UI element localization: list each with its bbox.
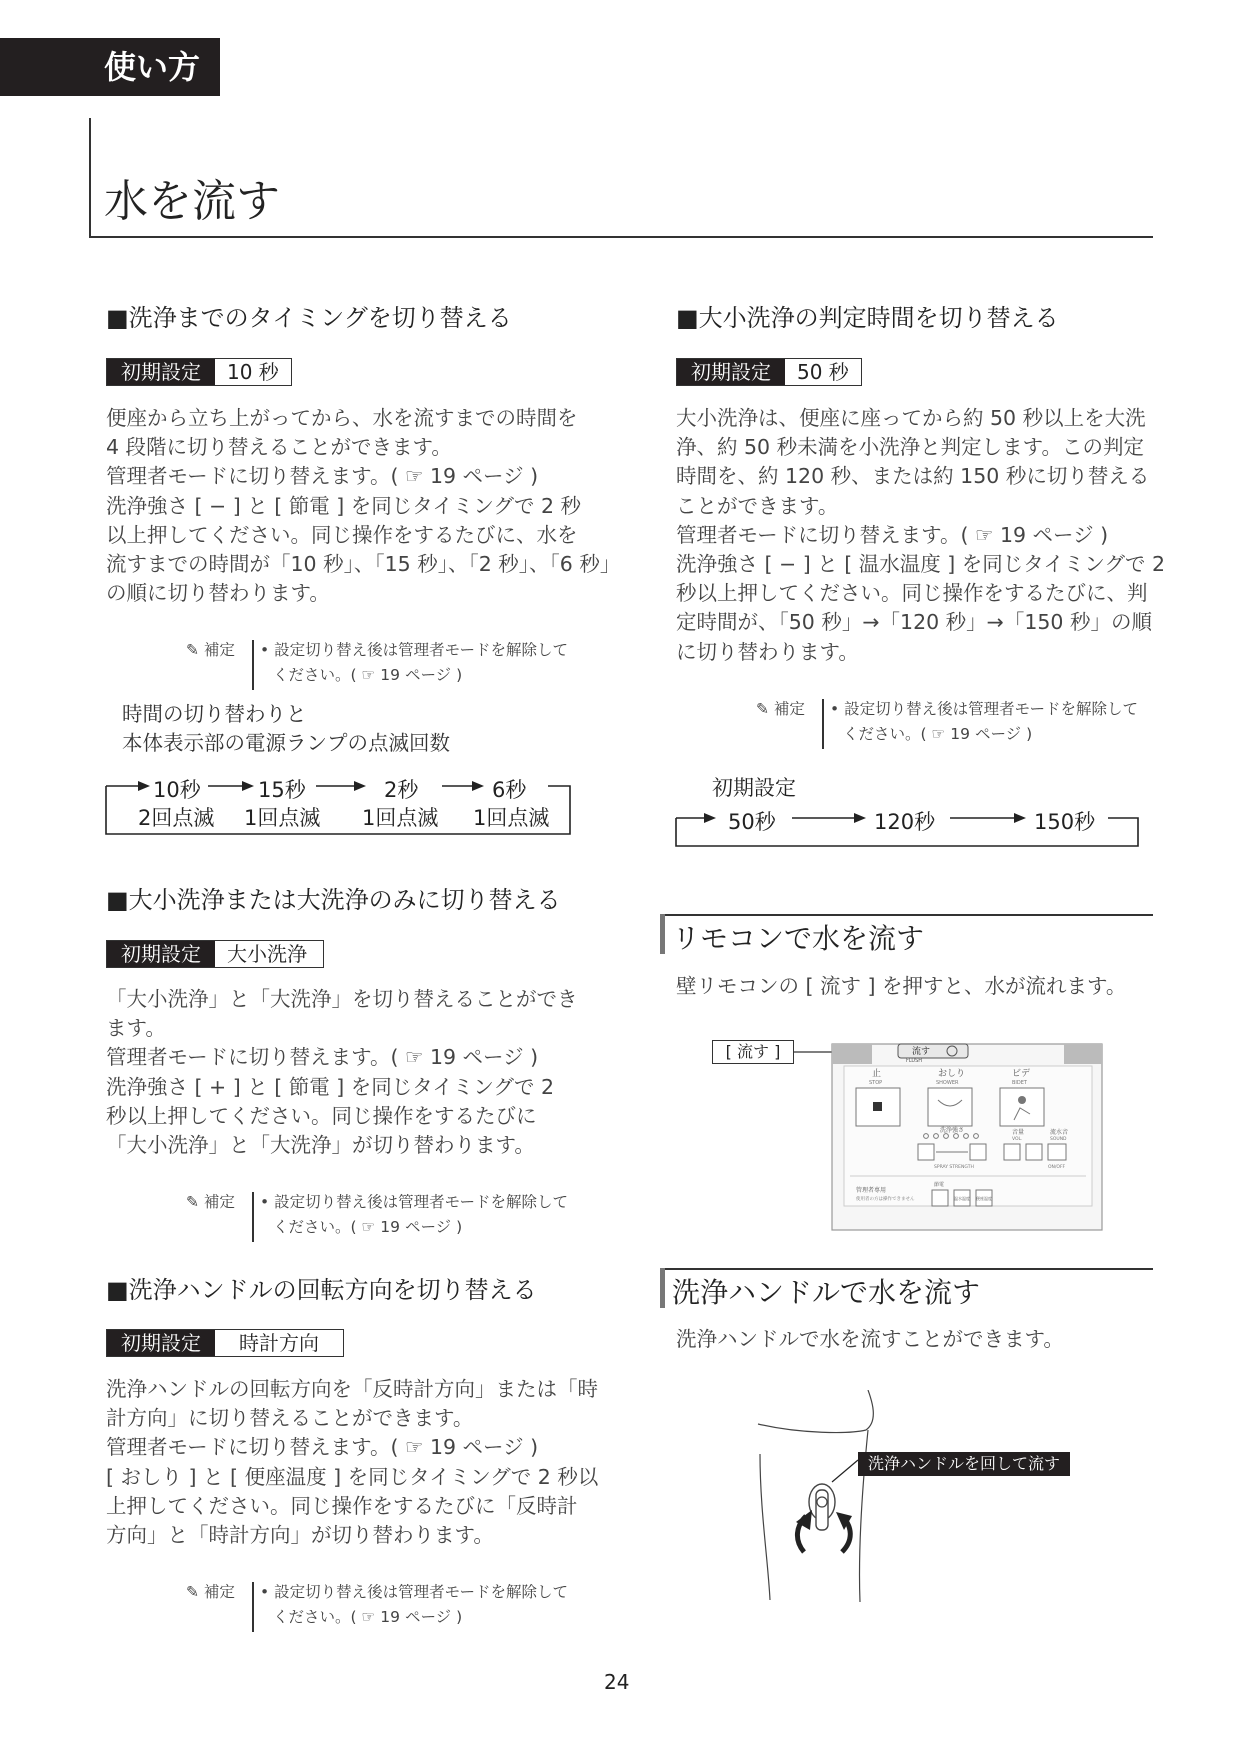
flow-blink: 1回点滅 [244,806,321,830]
badge-label: 初期設定 [677,359,785,385]
pencil-icon: ✎ [186,1193,204,1211]
badge-value: 50 秒 [797,360,849,384]
timing-note [186,638,568,690]
note-label: ✎ 補定 [186,1583,235,1601]
note-line: • 設定切り替え後は管理者モードを解除して [260,1583,568,1601]
judge-default-badge [676,358,862,386]
badge-value: 時計方向 [239,1331,319,1355]
panel-vol-sub: VOL. [1012,1137,1023,1142]
body-line: 上押してください。同じ操作をするたびに「反時計 [106,1493,578,1518]
body-line: [ おしり ] と [ 便座温度 ] を同じタイミングで 2 秒以 [106,1464,599,1489]
note-divider [252,1582,254,1632]
body-line: 洗浄ハンドルの回転方向を「反時計方向」または「時 [106,1377,598,1401]
handle-dir-note [186,1580,568,1632]
mode-default-badge [106,940,324,968]
badge-label: 初期設定 [107,359,215,385]
page-number: 24 [604,1670,630,1694]
body-line: 計方向」に切り替えることができます。 [106,1406,474,1431]
note-divider [252,1192,254,1242]
note-label: ✎ 補定 [756,700,805,718]
flow-blink: 1回点滅 [473,806,550,830]
body-line: 「大小洗浄」と「大洗浄」を切り替えることができ [106,987,578,1011]
body-line: 4 段階に切り替えることができます。 [106,435,452,460]
note-line: • 設定切り替え後は管理者モードを解除して [830,700,1138,718]
panel-bidet-sub: BIDET [1012,1080,1027,1086]
body-line: 大小洗浄は、便座に座ってから約 50 秒以上を大洗 [676,406,1146,430]
remote-heading-rule [660,914,1153,916]
judge-flow-label: 初期設定 [712,776,796,800]
flow-time: 10秒 [153,778,201,802]
judge-heading: ■大小洗浄の判定時間を切り替える [676,304,1059,332]
mode-body [106,985,578,1160]
panel-sound-label: 流水音 [1050,1129,1069,1136]
panel-flush-sub: FLUSH [906,1058,923,1064]
body-line: 洗浄強さ [ − ] と [ 温水温度 ] を同じタイミングで 2 [676,552,1166,577]
note-line: ください。( ☞ 19 ページ ) [273,1218,463,1236]
note-line: ください。( ☞ 19 ページ ) [273,1608,463,1626]
body-line: に切り替わります。 [676,639,859,664]
body-line: 管理者モードに切り替えます。( ☞ 19 ページ ) [106,1045,539,1070]
body-line: ことができます。 [676,493,839,518]
handle-text: 洗浄ハンドルで水を流すことができます。 [676,1327,1064,1351]
remote-heading-bar [660,914,665,954]
body-line: 以上押してください。同じ操作をするたびに、水を [106,522,578,547]
note-label: ✎ 補定 [186,1193,235,1211]
flow-blink: 2回点滅 [138,806,215,830]
handle-dir-heading: ■洗浄ハンドルの回転方向を切り替える [106,1276,537,1304]
panel-power-label: 節電 [934,1182,945,1188]
panel-stop-label: 止 [872,1069,882,1079]
body-line: の順に切り替わります。 [106,581,330,606]
badge-value: 大小洗浄 [227,942,307,966]
flow-time: 15秒 [258,778,306,802]
flow-blink: 1回点滅 [362,806,439,830]
flush-callout: [ 流す ] [712,1040,794,1064]
handle-callout: 洗浄ハンドルを回して流す [858,1452,1070,1476]
pencil-icon: ✎ [186,1583,204,1601]
body-line: 管理者モードに切り替えます。( ☞ 19 ページ ) [106,464,539,489]
timing-body [106,404,620,608]
handle-dir-default-badge [106,1329,344,1357]
badge-label: 初期設定 [107,941,215,967]
panel-bidet-label: ビデ [1012,1069,1031,1079]
mode-heading: ■大小洗浄または大洗浄のみに切り替える [106,886,561,914]
panel-shower-sub: SHOWER [936,1080,959,1086]
note-line: ください。( ☞ 19 ページ ) [273,666,463,684]
timing-default-badge [106,358,292,386]
badge-label: 初期設定 [107,1330,215,1356]
timing-heading: ■洗浄までのタイミングを切り替える [106,304,512,332]
body-line: 管理者モードに切り替えます。( ☞ 19 ページ ) [106,1435,539,1460]
panel-shower-label: おしり [938,1069,966,1079]
sub-line: 時間の切り替わりと [122,702,307,726]
handle-dir-body [106,1375,598,1550]
body-line: 洗浄強さ [ − ] と [ 節電 ] を同じタイミングで 2 秒 [106,493,582,518]
judge-note [756,697,1138,749]
body-line: 浄、約 50 秒未満を小洗浄と判定します。この判定 [676,435,1144,460]
badge-value: 10 秒 [227,360,279,384]
flow-time: 150秒 [1034,810,1096,834]
body-line: 流すまでの時間が「10 秒」、「15 秒」、「2 秒」、「6 秒」 [106,552,621,577]
panel-spray-label: 洗浄強さ [940,1127,965,1134]
panel-stop-sub: STOP [869,1080,883,1086]
remote-text: 壁リモコンの [ 流す ] を押すと、水が流れます。 [676,974,1127,998]
panel-water-label: 便座温度 [976,1196,992,1201]
remote-heading: リモコンで水を流す [672,922,925,955]
note-line: • 設定切り替え後は管理者モードを解除して [260,1193,568,1211]
handle-heading-rule [660,1268,1153,1270]
note-divider [822,699,824,749]
body-line: 時間を、約 120 秒、または約 150 秒に切り替える [676,464,1150,489]
body-line: 定時間が、「50 秒」→「120 秒」→「150 秒」の順 [676,610,1152,635]
title-rule-vertical [89,118,91,238]
page-title: 水を流す [104,176,280,227]
body-line: 秒以上押してください。同じ操作をするたびに、判 [676,581,1148,606]
body-line: 洗浄強さ [ + ] と [ 節電 ] を同じタイミングで 2 [106,1074,555,1099]
panel-onoff-label: ON/OFF [1048,1165,1066,1170]
note-label: ✎ 補定 [186,641,235,659]
panel-vol-label: 音量 [1012,1129,1025,1136]
flow-time: 120秒 [874,810,936,834]
body-line: ます。 [106,1016,166,1041]
panel-seat-label: 温水温度 [954,1196,970,1201]
note-line: ください。( ☞ 19 ページ ) [843,725,1033,743]
body-line: 「大小洗浄」と「大洗浄」が切り替わります。 [106,1133,535,1158]
pencil-icon: ✎ [756,700,774,718]
handle-heading-bar [660,1268,665,1308]
note-divider [252,640,254,690]
flush-handle-illustration [740,1390,1070,1610]
flow-time: 50秒 [728,810,776,834]
panel-sound-sub: SOUND [1050,1137,1067,1142]
remote-panel-illustration [794,1040,1104,1234]
note-line: • 設定切り替え後は管理者モードを解除して [260,641,568,659]
handle-heading: 洗浄ハンドルで水を流す [672,1276,981,1309]
panel-admin-sub: 使用者の方は操作できません [856,1197,915,1202]
judge-body [676,404,1165,667]
body-line: 便座から立ち上がってから、水を流すまでの時間を [106,406,578,430]
body-line: 方向」と「時計方向」が切り替わります。 [106,1523,494,1548]
panel-admin-label: 管理者専用 [856,1187,887,1194]
flow-time: 2秒 [384,778,419,802]
sub-line: 本体表示部の電源ランプの点滅回数 [122,731,450,756]
section-tab: 使い方 [0,38,220,96]
flow-time: 6秒 [492,778,527,802]
panel-spray-sub: SPRAY STRENGTH [934,1165,974,1170]
panel-flush-label: 流す [912,1047,931,1057]
body-line: 管理者モードに切り替えます。( ☞ 19 ページ ) [676,522,1109,547]
timing-sub [122,700,450,758]
pencil-icon: ✎ [186,641,204,659]
body-line: 秒以上押してください。同じ操作をするたびに [106,1103,537,1128]
title-rule-horizontal [89,236,1153,238]
mode-note [186,1190,568,1242]
